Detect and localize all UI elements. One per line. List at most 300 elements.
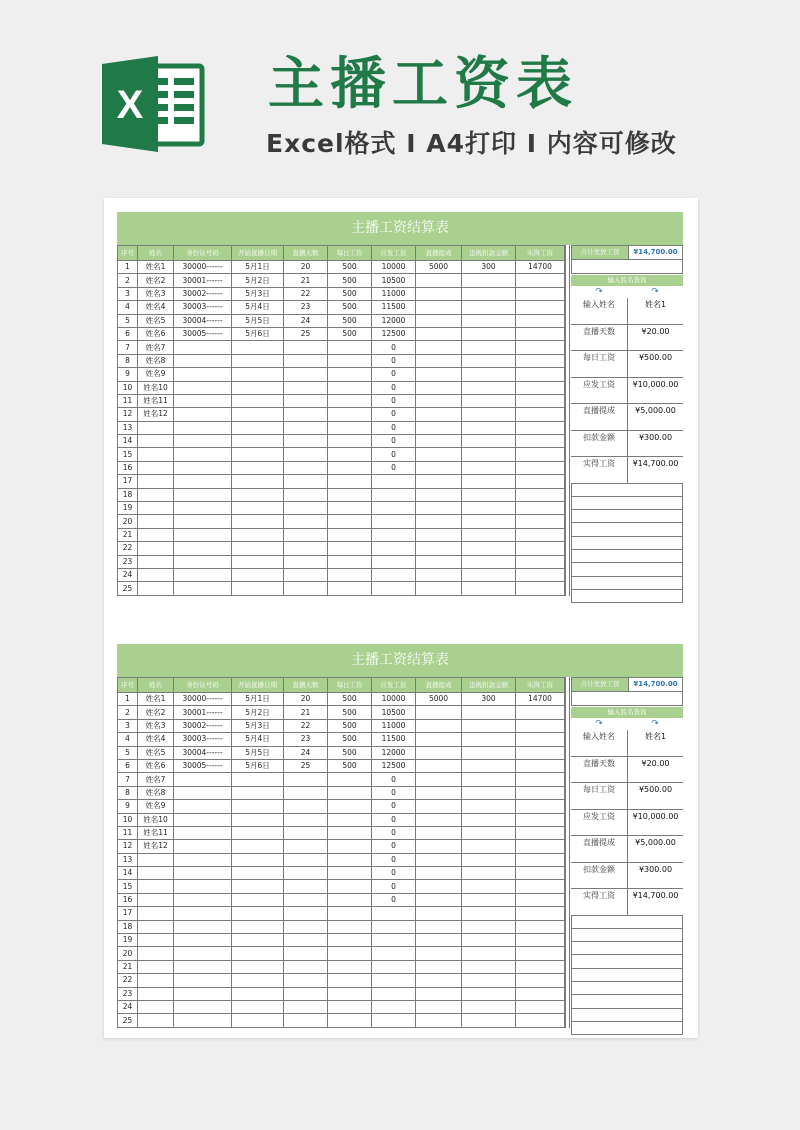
table-cell[interactable]	[372, 920, 416, 933]
table-cell[interactable]: 1	[118, 693, 138, 706]
blank-cell[interactable]	[572, 484, 682, 497]
table-cell[interactable]: 姓名12	[138, 408, 174, 421]
table-cell[interactable]: 23	[284, 301, 328, 314]
table-cell[interactable]	[462, 800, 516, 813]
table-cell[interactable]: 5月2日	[232, 706, 284, 719]
table-cell[interactable]	[462, 773, 516, 786]
table-cell[interactable]	[516, 880, 565, 893]
table-cell[interactable]	[516, 301, 565, 314]
blank-cell[interactable]	[572, 995, 682, 1008]
table-cell[interactable]: 姓名8	[138, 354, 174, 367]
table-cell[interactable]: 10	[118, 813, 138, 826]
table-cell[interactable]: 12	[118, 408, 138, 421]
table-cell[interactable]	[516, 555, 565, 568]
table-cell[interactable]	[232, 568, 284, 581]
table-cell[interactable]	[174, 515, 232, 528]
table-cell[interactable]	[174, 1000, 232, 1013]
table-cell[interactable]	[416, 528, 462, 541]
table-cell[interactable]	[232, 960, 284, 973]
table-cell[interactable]	[284, 813, 328, 826]
table-cell[interactable]	[516, 461, 565, 474]
table-cell[interactable]	[462, 287, 516, 300]
table-cell[interactable]	[516, 907, 565, 920]
table-cell[interactable]: 500	[328, 274, 372, 287]
table-cell[interactable]: 300	[462, 693, 516, 706]
table-cell[interactable]	[232, 555, 284, 568]
table-cell[interactable]: 5月3日	[232, 719, 284, 732]
table-cell[interactable]: 姓名10	[138, 381, 174, 394]
table-cell[interactable]	[328, 800, 372, 813]
table-cell[interactable]: 姓名9	[138, 800, 174, 813]
table-cell[interactable]	[462, 907, 516, 920]
table-cell[interactable]: 500	[328, 261, 372, 274]
table-cell[interactable]	[462, 448, 516, 461]
table-cell[interactable]: 11500	[372, 301, 416, 314]
table-cell[interactable]	[284, 947, 328, 960]
table-cell[interactable]	[372, 960, 416, 973]
table-cell[interactable]: 500	[328, 733, 372, 746]
blank-cell[interactable]	[572, 969, 682, 982]
table-cell[interactable]	[284, 435, 328, 448]
table-cell[interactable]	[328, 947, 372, 960]
table-cell[interactable]	[328, 920, 372, 933]
table-cell[interactable]	[328, 448, 372, 461]
table-cell[interactable]: 8	[118, 786, 138, 799]
table-cell[interactable]	[516, 448, 565, 461]
table-cell[interactable]	[416, 920, 462, 933]
table-cell[interactable]	[138, 515, 174, 528]
blank-cell[interactable]	[572, 563, 682, 576]
table-cell[interactable]	[372, 528, 416, 541]
table-cell[interactable]: 30001------	[174, 706, 232, 719]
table-cell[interactable]: 10000	[372, 693, 416, 706]
table-cell[interactable]: 0	[372, 840, 416, 853]
table-cell[interactable]: 22	[284, 287, 328, 300]
table-cell[interactable]: 14	[118, 435, 138, 448]
table-cell[interactable]: 9	[118, 368, 138, 381]
table-cell[interactable]	[284, 381, 328, 394]
table-cell[interactable]: 22	[118, 974, 138, 987]
table-cell[interactable]	[232, 341, 284, 354]
table-cell[interactable]	[462, 960, 516, 973]
table-cell[interactable]	[416, 502, 462, 515]
table-cell[interactable]: 5月1日	[232, 693, 284, 706]
table-cell[interactable]	[232, 826, 284, 839]
table-cell[interactable]: 19	[118, 502, 138, 515]
table-cell[interactable]	[416, 813, 462, 826]
table-cell[interactable]	[416, 947, 462, 960]
table-cell[interactable]	[232, 800, 284, 813]
table-cell[interactable]	[516, 786, 565, 799]
table-cell[interactable]	[138, 475, 174, 488]
table-cell[interactable]: 10500	[372, 274, 416, 287]
table-cell[interactable]	[284, 555, 328, 568]
table-cell[interactable]	[516, 920, 565, 933]
table-cell[interactable]	[138, 502, 174, 515]
table-cell[interactable]	[516, 542, 565, 555]
table-cell[interactable]: 0	[372, 813, 416, 826]
table-cell[interactable]	[462, 502, 516, 515]
table-cell[interactable]	[328, 987, 372, 1000]
table-cell[interactable]	[284, 974, 328, 987]
table-cell[interactable]: 24	[118, 1000, 138, 1013]
table-cell[interactable]: 4	[118, 301, 138, 314]
table-cell[interactable]: 500	[328, 287, 372, 300]
table-cell[interactable]	[284, 773, 328, 786]
table-cell[interactable]	[138, 568, 174, 581]
table-cell[interactable]: 500	[328, 706, 372, 719]
table-cell[interactable]	[516, 381, 565, 394]
table-cell[interactable]: 5月3日	[232, 287, 284, 300]
table-cell[interactable]: 30003------	[174, 301, 232, 314]
table-cell[interactable]: 14	[118, 867, 138, 880]
table-cell[interactable]	[516, 826, 565, 839]
table-cell[interactable]	[462, 947, 516, 960]
table-cell[interactable]	[372, 515, 416, 528]
table-cell[interactable]	[462, 853, 516, 866]
table-cell[interactable]: 0	[372, 853, 416, 866]
table-cell[interactable]: 20	[284, 261, 328, 274]
table-cell[interactable]	[462, 733, 516, 746]
table-cell[interactable]	[328, 853, 372, 866]
table-cell[interactable]	[138, 542, 174, 555]
table-cell[interactable]: 7	[118, 773, 138, 786]
table-cell[interactable]: 11	[118, 826, 138, 839]
table-cell[interactable]: 0	[372, 773, 416, 786]
table-cell[interactable]	[174, 840, 232, 853]
blank-cell[interactable]	[572, 955, 682, 968]
table-cell[interactable]	[232, 542, 284, 555]
table-cell[interactable]	[284, 421, 328, 434]
table-cell[interactable]: 0	[372, 461, 416, 474]
table-cell[interactable]	[516, 274, 565, 287]
table-cell[interactable]: 23	[118, 555, 138, 568]
table-cell[interactable]	[232, 974, 284, 987]
blank-cell[interactable]	[572, 497, 682, 510]
blank-cell[interactable]	[572, 550, 682, 563]
table-cell[interactable]	[328, 502, 372, 515]
table-cell[interactable]: 姓名11	[138, 394, 174, 407]
table-cell[interactable]	[138, 488, 174, 501]
table-cell[interactable]	[284, 542, 328, 555]
table-cell[interactable]	[516, 314, 565, 327]
table-cell[interactable]	[328, 786, 372, 799]
table-cell[interactable]	[416, 987, 462, 1000]
table-cell[interactable]: 姓名2	[138, 274, 174, 287]
table-cell[interactable]	[284, 368, 328, 381]
table-cell[interactable]	[232, 354, 284, 367]
table-cell[interactable]	[462, 826, 516, 839]
table-cell[interactable]	[462, 408, 516, 421]
table-cell[interactable]: 4	[118, 733, 138, 746]
blank-cell[interactable]	[572, 510, 682, 523]
table-cell[interactable]: 姓名7	[138, 341, 174, 354]
table-cell[interactable]	[462, 867, 516, 880]
table-cell[interactable]	[462, 528, 516, 541]
table-cell[interactable]: 姓名5	[138, 314, 174, 327]
table-cell[interactable]	[232, 502, 284, 515]
table-cell[interactable]	[516, 706, 565, 719]
table-cell[interactable]: 12000	[372, 314, 416, 327]
table-cell[interactable]	[516, 394, 565, 407]
table-cell[interactable]: 姓名9	[138, 368, 174, 381]
table-cell[interactable]: 5月4日	[232, 301, 284, 314]
table-cell[interactable]: 姓名3	[138, 719, 174, 732]
table-cell[interactable]: 30005------	[174, 327, 232, 340]
table-cell[interactable]	[232, 368, 284, 381]
table-cell[interactable]	[138, 920, 174, 933]
table-cell[interactable]	[232, 1014, 284, 1027]
table-cell[interactable]: 姓名1	[138, 261, 174, 274]
table-cell[interactable]	[232, 475, 284, 488]
table-cell[interactable]	[516, 515, 565, 528]
table-cell[interactable]	[328, 773, 372, 786]
table-cell[interactable]: 5月5日	[232, 314, 284, 327]
table-cell[interactable]: 30002------	[174, 287, 232, 300]
table-cell[interactable]	[416, 394, 462, 407]
table-cell[interactable]: 5000	[416, 261, 462, 274]
table-cell[interactable]	[462, 706, 516, 719]
table-cell[interactable]: 500	[328, 759, 372, 772]
table-cell[interactable]	[416, 488, 462, 501]
table-cell[interactable]	[516, 733, 565, 746]
table-cell[interactable]	[232, 515, 284, 528]
table-cell[interactable]	[174, 555, 232, 568]
table-cell[interactable]	[284, 488, 328, 501]
query-row[interactable]	[571, 298, 683, 325]
table-cell[interactable]: 6	[118, 759, 138, 772]
table-cell[interactable]	[516, 1000, 565, 1013]
table-cell[interactable]	[174, 934, 232, 947]
table-cell[interactable]: 23	[284, 733, 328, 746]
table-cell[interactable]	[462, 813, 516, 826]
table-cell[interactable]	[416, 853, 462, 866]
table-cell[interactable]	[462, 974, 516, 987]
table-cell[interactable]	[328, 826, 372, 839]
table-cell[interactable]: 5000	[416, 693, 462, 706]
table-cell[interactable]	[516, 934, 565, 947]
table-cell[interactable]	[174, 974, 232, 987]
table-cell[interactable]	[416, 542, 462, 555]
table-cell[interactable]	[516, 960, 565, 973]
table-cell[interactable]: 20	[284, 693, 328, 706]
table-cell[interactable]	[462, 1000, 516, 1013]
table-cell[interactable]: 5月6日	[232, 759, 284, 772]
table-cell[interactable]	[284, 582, 328, 595]
table-cell[interactable]: 17	[118, 475, 138, 488]
table-cell[interactable]	[516, 974, 565, 987]
table-cell[interactable]	[416, 314, 462, 327]
table-cell[interactable]: 0	[372, 448, 416, 461]
table-cell[interactable]	[516, 719, 565, 732]
table-cell[interactable]	[232, 435, 284, 448]
table-cell[interactable]	[174, 813, 232, 826]
table-cell[interactable]: 18	[118, 920, 138, 933]
table-cell[interactable]: 5月5日	[232, 746, 284, 759]
table-cell[interactable]	[232, 853, 284, 866]
table-cell[interactable]	[416, 582, 462, 595]
table-cell[interactable]	[516, 408, 565, 421]
table-cell[interactable]	[284, 408, 328, 421]
table-cell[interactable]: 12500	[372, 327, 416, 340]
table-cell[interactable]	[174, 394, 232, 407]
table-cell[interactable]: 0	[372, 354, 416, 367]
table-cell[interactable]	[232, 840, 284, 853]
table-cell[interactable]	[232, 528, 284, 541]
table-cell[interactable]	[232, 786, 284, 799]
name-input[interactable]: 姓名1	[644, 732, 667, 741]
table-cell[interactable]	[462, 341, 516, 354]
table-cell[interactable]: 500	[328, 719, 372, 732]
table-cell[interactable]	[416, 408, 462, 421]
table-cell[interactable]: 5	[118, 746, 138, 759]
table-cell[interactable]	[462, 301, 516, 314]
table-cell[interactable]	[516, 773, 565, 786]
table-cell[interactable]	[462, 555, 516, 568]
table-cell[interactable]: 8	[118, 354, 138, 367]
table-cell[interactable]: 15	[118, 448, 138, 461]
table-cell[interactable]: 30005------	[174, 759, 232, 772]
table-cell[interactable]	[328, 461, 372, 474]
table-cell[interactable]: 10000	[372, 261, 416, 274]
table-cell[interactable]	[174, 502, 232, 515]
table-cell[interactable]	[284, 515, 328, 528]
table-cell[interactable]	[516, 800, 565, 813]
table-cell[interactable]: 21	[118, 960, 138, 973]
table-cell[interactable]	[516, 502, 565, 515]
table-cell[interactable]: 5月6日	[232, 327, 284, 340]
table-cell[interactable]	[462, 354, 516, 367]
name-input[interactable]: 姓名1	[644, 300, 667, 309]
table-cell[interactable]	[232, 920, 284, 933]
table-cell[interactable]	[328, 555, 372, 568]
table-cell[interactable]	[416, 974, 462, 987]
table-cell[interactable]	[232, 461, 284, 474]
table-cell[interactable]	[174, 582, 232, 595]
table-cell[interactable]	[328, 341, 372, 354]
table-cell[interactable]	[516, 354, 565, 367]
table-cell[interactable]	[174, 947, 232, 960]
table-cell[interactable]	[416, 759, 462, 772]
table-cell[interactable]	[328, 893, 372, 906]
table-cell[interactable]	[138, 853, 174, 866]
table-cell[interactable]	[516, 893, 565, 906]
table-cell[interactable]	[372, 934, 416, 947]
table-cell[interactable]: 0	[372, 800, 416, 813]
table-cell[interactable]	[174, 920, 232, 933]
table-cell[interactable]	[416, 1000, 462, 1013]
table-cell[interactable]	[232, 813, 284, 826]
table-cell[interactable]: 500	[328, 693, 372, 706]
table-cell[interactable]	[232, 394, 284, 407]
table-cell[interactable]: 11	[118, 394, 138, 407]
table-cell[interactable]	[372, 974, 416, 987]
table-cell[interactable]: 姓名7	[138, 773, 174, 786]
table-cell[interactable]	[516, 421, 565, 434]
table-cell[interactable]: 17	[118, 907, 138, 920]
table-cell[interactable]: 30004------	[174, 746, 232, 759]
table-cell[interactable]	[516, 528, 565, 541]
table-cell[interactable]	[138, 555, 174, 568]
table-cell[interactable]	[138, 893, 174, 906]
table-cell[interactable]	[328, 528, 372, 541]
table-cell[interactable]	[416, 435, 462, 448]
table-cell[interactable]	[516, 341, 565, 354]
table-cell[interactable]	[174, 461, 232, 474]
table-cell[interactable]	[174, 568, 232, 581]
table-cell[interactable]: 13	[118, 421, 138, 434]
table-cell[interactable]: 5	[118, 314, 138, 327]
table-cell[interactable]	[328, 475, 372, 488]
table-cell[interactable]: 300	[462, 261, 516, 274]
table-cell[interactable]: 0	[372, 381, 416, 394]
blank-cell[interactable]	[572, 590, 682, 603]
table-cell[interactable]	[416, 840, 462, 853]
table-cell[interactable]	[462, 368, 516, 381]
table-cell[interactable]	[416, 461, 462, 474]
blank-cell[interactable]	[572, 1022, 682, 1035]
table-cell[interactable]	[462, 394, 516, 407]
table-cell[interactable]	[328, 542, 372, 555]
table-cell[interactable]	[516, 947, 565, 960]
table-cell[interactable]	[372, 1000, 416, 1013]
table-cell[interactable]	[462, 934, 516, 947]
table-cell[interactable]	[232, 408, 284, 421]
table-cell[interactable]	[174, 1014, 232, 1027]
table-cell[interactable]	[462, 515, 516, 528]
table-cell[interactable]	[284, 893, 328, 906]
table-cell[interactable]	[232, 421, 284, 434]
table-cell[interactable]	[516, 840, 565, 853]
table-cell[interactable]: 0	[372, 368, 416, 381]
table-cell[interactable]	[138, 461, 174, 474]
table-cell[interactable]: 21	[284, 274, 328, 287]
table-cell[interactable]	[174, 907, 232, 920]
table-cell[interactable]	[174, 408, 232, 421]
table-cell[interactable]: 15	[118, 880, 138, 893]
table-cell[interactable]: 5月4日	[232, 733, 284, 746]
table-cell[interactable]	[328, 582, 372, 595]
table-cell[interactable]	[328, 907, 372, 920]
table-cell[interactable]	[232, 893, 284, 906]
table-cell[interactable]: 姓名3	[138, 287, 174, 300]
table-cell[interactable]	[516, 287, 565, 300]
table-cell[interactable]	[416, 786, 462, 799]
table-cell[interactable]: 20	[118, 515, 138, 528]
table-cell[interactable]: 14700	[516, 261, 565, 274]
table-cell[interactable]: 2	[118, 274, 138, 287]
table-cell[interactable]	[284, 934, 328, 947]
table-cell[interactable]: 姓名8	[138, 786, 174, 799]
table-cell[interactable]	[416, 893, 462, 906]
table-cell[interactable]: 0	[372, 826, 416, 839]
table-cell[interactable]: 姓名1	[138, 693, 174, 706]
table-cell[interactable]	[372, 555, 416, 568]
table-cell[interactable]	[174, 893, 232, 906]
table-cell[interactable]: 0	[372, 435, 416, 448]
blank-cell[interactable]	[572, 942, 682, 955]
table-cell[interactable]	[416, 907, 462, 920]
table-cell[interactable]	[328, 960, 372, 973]
table-cell[interactable]	[174, 853, 232, 866]
table-cell[interactable]	[138, 421, 174, 434]
table-cell[interactable]	[138, 880, 174, 893]
table-cell[interactable]	[462, 719, 516, 732]
table-cell[interactable]	[174, 528, 232, 541]
table-cell[interactable]	[416, 773, 462, 786]
table-cell[interactable]: 7	[118, 341, 138, 354]
table-cell[interactable]: 16	[118, 893, 138, 906]
